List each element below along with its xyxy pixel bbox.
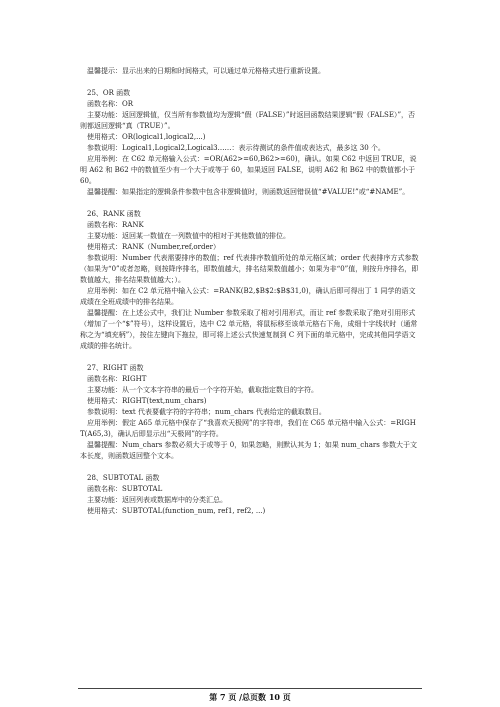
usage-format: 使用格式：RIGHT(text,num_chars): [87, 397, 207, 405]
section-title: 25、OR 函数: [87, 89, 131, 97]
application-example: 应用举例：假定 A65 单元格中保存了“我喜欢天极网”的字符串，我们在 C65 单元格中输入公式：=RIGHT(A65,3)，确认后即显示出“天极网”的字符。: [80, 419, 416, 438]
section-title: 27、RIGHT 函数: [87, 364, 144, 372]
warm-tip: 温馨提醒：如果指定的逻辑条件参数中包含非逻辑值时，则函数返回错误值“#VALUE!”或“#NAME”。: [87, 188, 410, 196]
main-function: 主要功能：返回列表或数据库中的分类汇总。: [87, 496, 227, 504]
function-name: 函数名称：SUBTOTAL: [87, 485, 163, 493]
function-name: 函数名称：RIGHT: [87, 375, 147, 383]
parameter-description: 参数说明：Logical1,Logical2,Logical3……：表示待测试的条件值或表达式，最多这 30 个。: [87, 144, 385, 152]
usage-format: 使用格式：RANK（Number,ref,order）: [87, 243, 220, 251]
section-title: 28、SUBTOTAL 函数: [87, 474, 160, 482]
function-name: 函数名称：OR: [87, 100, 134, 108]
page-number-label: 第 7 页 /总页数 10 页: [209, 692, 291, 702]
warm-tip: 温馨提醒：在上述公式中，我们让 Number 参数采取了相对引用形式，而让 ref 参数采取了绝对引用形式（增加了一个“$”符号），这样设置后，选中 C2 单元格，将鼠标移至该单元格右下角，成细十字线状时（通常称之为“填充柄”），按住左键向下拖拉，即可将上述公式快速复制到 C 列下面的单元格中，完成其他同学语文成绩的排名统计。: [80, 309, 418, 350]
main-function: 主要功能：返回某一数值在一列数值中的相对于其他数值的排位。: [87, 232, 290, 240]
warm-tip: 温馨提醒：Num_chars 参数必须大于或等于 0，如果忽略，则默认其为 1；如果 num_chars 参数大于文本长度，则函数返回整个文本。: [80, 441, 418, 460]
section-right: [80, 363, 420, 462]
usage-format: 使用格式：OR(logical1,logical2,...): [87, 133, 206, 141]
parameter-description: 参数说明：Number 代表需要排序的数值；ref 代表排序数值所处的单元格区域；order 代表排序方式参数（如果为“0”或者忽略，则按降序排名，即数值越大，排名结果数值越小；如果为非“0”值，则按升序排名，即数值越大，排名结果数值越大；）。: [80, 254, 419, 284]
section-or: [80, 88, 420, 198]
main-function: 主要功能：返回逻辑值，仅当所有参数值均为逻辑“假（FALSE）”时返回函数结果逻辑“假（FALSE）”，否则都返回逻辑“真（TRUE）”。: [80, 111, 416, 130]
parameter-description: 参数说明：text 代表要截字符的字符串；num_chars 代表给定的截取数目。: [87, 408, 326, 416]
section-rank: [80, 209, 420, 352]
section-title: 26、RANK 函数: [87, 210, 141, 218]
document-body: [80, 66, 420, 517]
intro-tip: 温馨提示：显示出来的日期和时间格式，可以通过单元格格式进行重新设置。: [87, 67, 325, 75]
application-example: 应用举例：如在 C2 单元格中输入公式：=RANK(B2,$B$2:$B$31,0)，确认后即可得出丁 1 同学的语文成绩在全班成绩中的排名结果。: [80, 287, 416, 306]
function-name: 函数名称：RANK: [87, 221, 144, 229]
page-footer: [78, 688, 422, 703]
main-function: 主要功能：从一个文本字符串的最后一个字符开始，截取指定数目的字符。: [87, 386, 318, 394]
application-example: 应用举例：在 C62 单元格输入公式：=OR(A62>=60,B62>=60)，确认。如果 C62 中返回 TRUE，说明 A62 和 B62 中的数值至少有一个大于或等于 60，如果返回 FALSE，说明 A62 和 B62 中的数值都小于 60。: [80, 155, 417, 185]
section-subtotal: [80, 473, 420, 517]
usage-format: 使用格式：SUBTOTAL(function_num, ref1, ref2, ...): [87, 507, 266, 515]
